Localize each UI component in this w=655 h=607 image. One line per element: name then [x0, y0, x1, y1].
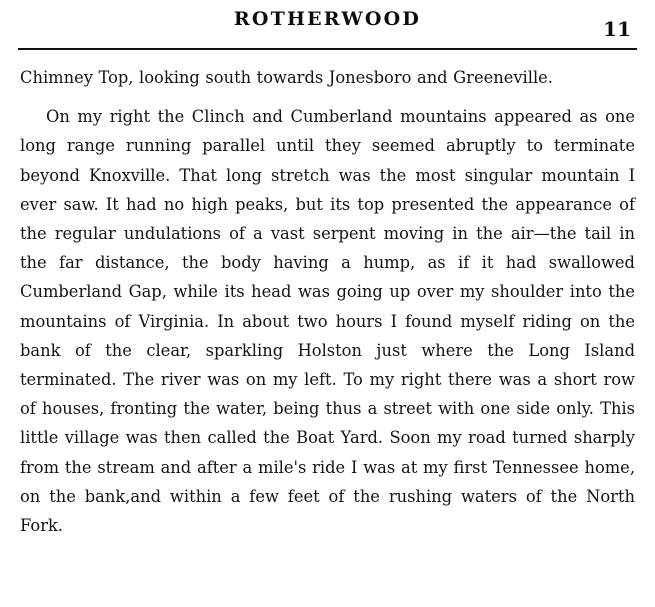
paragraph-2: On my right the Clinch and Cumberland mountains appeared as one long range running parallel until they seemed abruptly to terminate beyond Knoxville. That long stretch was the most singular mountain I ever saw. It had no high peaks, but its top presented the appearance of the regular undulations of a vast serpent moving in the air—the tail in the far distance, the body having a hump, as if it had swallowed Cumberland Gap, while its head was going up over my shoulder into the mountains of Virginia. In about two hours I found myself riding on the bank of the clear, sparkling Holston just where the Long Island terminated. The river was on my left. To my right there was a short row of houses, fronting the water, being thus a street with one side only. This little village was then called the Boat Yard. Soon my road turned sharply from the stream and after a mile's ride I was at my first Tennessee home, on the bank,and within a few feet of the rushing waters of the North Fork.	[20, 107, 635, 536]
header-divider	[18, 48, 637, 50]
running-head	[16, 0, 639, 42]
body-text	[16, 63, 639, 540]
paragraph-1: Chimney Top, looking south towards Jonesboro and Greeneville.	[20, 68, 553, 87]
page-number: 11	[603, 17, 631, 41]
page-title: ROTHERWOOD	[233, 8, 422, 30]
